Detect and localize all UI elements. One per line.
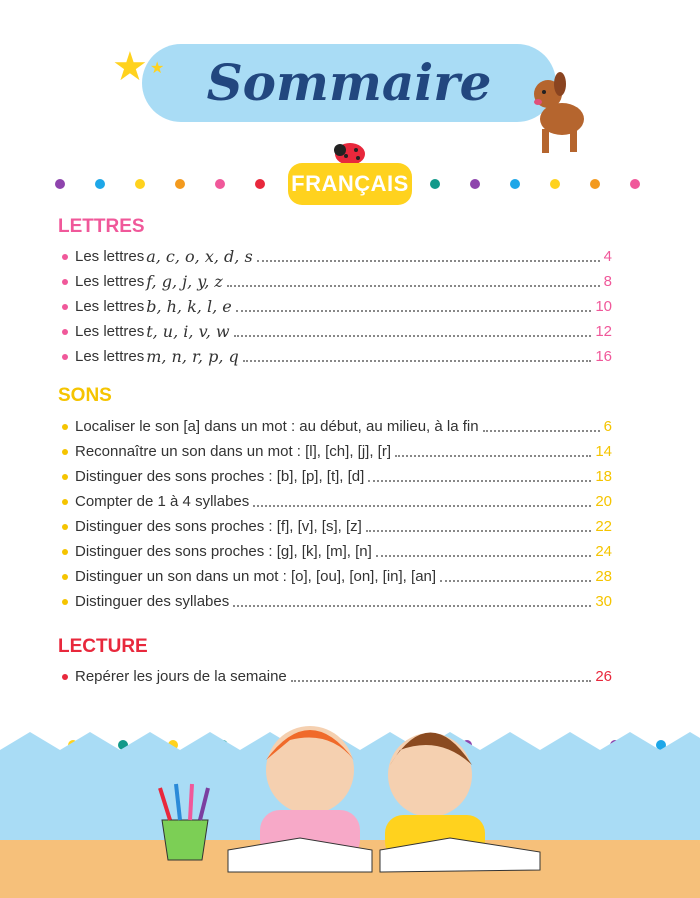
decorative-dot [510, 179, 520, 189]
entry-page-number: 26 [595, 668, 612, 685]
page-title: Sommaire [206, 53, 492, 112]
entry-label: Les lettres [75, 298, 145, 315]
toc-entry[interactable] [62, 665, 612, 687]
decorative-dot [470, 179, 480, 189]
entry-label: Distinguer des syllabes [75, 593, 230, 610]
entry-label: Distinguer des sons proches : [f], [v], [s], [z] [75, 518, 362, 535]
entry-page-number: 20 [595, 493, 612, 510]
entry-label: Les lettres [75, 348, 145, 365]
toc-entry[interactable] [62, 590, 612, 612]
entry-cursive-letters: f, g, j, y, z [146, 272, 223, 291]
entry-label: Localiser le son [a] dans un mot : au début, au milieu, à la fin [75, 418, 479, 435]
entry-page-number: 12 [595, 323, 612, 340]
bullet-icon [62, 279, 68, 285]
entry-page-number: 18 [595, 468, 612, 485]
toc-entry[interactable] [62, 295, 612, 317]
toc-entry[interactable] [62, 270, 612, 292]
bullet-icon [62, 599, 68, 605]
entry-label: Les lettres [75, 248, 145, 265]
bullet-icon [62, 499, 68, 505]
section-heading-sons: SONS [58, 385, 112, 406]
decorative-dot [630, 179, 640, 189]
toc-entry[interactable] [62, 320, 612, 342]
entry-page-number: 8 [603, 273, 612, 290]
star-icon: ★ [112, 45, 148, 89]
entry-page-number: 16 [595, 348, 612, 365]
bullet-icon [62, 449, 68, 455]
entry-page-number: 14 [595, 443, 612, 460]
decorative-dot [550, 179, 560, 189]
entry-page-number: 28 [595, 568, 612, 585]
decorative-dot [255, 179, 265, 189]
ladybug-icon [332, 138, 366, 166]
star-icon: ★ [150, 60, 165, 77]
toc-entry[interactable] [62, 490, 612, 512]
children-reading-illustration [0, 690, 700, 898]
bullet-icon [62, 674, 68, 680]
decorative-dot [135, 179, 145, 189]
decorative-dot [590, 179, 600, 189]
bullet-icon [62, 329, 68, 335]
entry-label: Distinguer des sons proches : [g], [k], [m], [n] [75, 543, 372, 560]
entry-cursive-letters: m, n, r, p, q [146, 347, 239, 366]
section-heading-lecture: LECTURE [58, 636, 148, 657]
entry-label: Compter de 1 à 4 syllabes [75, 493, 250, 510]
entry-cursive-letters: a, c, o, x, d, s [146, 247, 253, 266]
entry-page-number: 10 [595, 298, 612, 315]
decorative-dot [55, 179, 65, 189]
entry-label: Distinguer un son dans un mot : [o], [ou], [on], [in], [an] [75, 568, 437, 585]
entry-label: Les lettres [75, 323, 145, 340]
bullet-icon [62, 424, 68, 430]
subject-badge: FRANÇAIS [288, 163, 412, 205]
entry-page-number: 22 [595, 518, 612, 535]
dot-leader [368, 480, 591, 482]
entry-page-number: 4 [603, 248, 612, 265]
decorative-dot [95, 179, 105, 189]
dot-leader [243, 360, 592, 362]
entry-label: Les lettres [75, 273, 145, 290]
toc-entry[interactable] [62, 415, 612, 437]
dot-leader [366, 530, 592, 532]
toc-entry[interactable] [62, 515, 612, 537]
dot-leader [376, 555, 592, 557]
bullet-icon [62, 354, 68, 360]
toc-entry[interactable] [62, 565, 612, 587]
bullet-icon [62, 549, 68, 555]
decorative-dot [430, 179, 440, 189]
toc-entry[interactable] [62, 345, 612, 367]
decorative-dot [215, 179, 225, 189]
bullet-icon [62, 574, 68, 580]
entry-cursive-letters: t, u, i, v, w [146, 322, 230, 341]
bullet-icon [62, 474, 68, 480]
dot-leader [234, 335, 592, 337]
toc-entry[interactable] [62, 540, 612, 562]
decorative-dot [175, 179, 185, 189]
dot-leader [227, 285, 600, 287]
toc-entry[interactable] [62, 465, 612, 487]
dot-leader [253, 505, 591, 507]
entry-page-number: 24 [595, 543, 612, 560]
entry-label: Reconnaître un son dans un mot : [l], [ch], [j], [r] [75, 443, 391, 460]
section-heading-lettres: LETTRES [58, 216, 145, 237]
dot-leader [236, 310, 592, 312]
entry-page-number: 6 [603, 418, 612, 435]
dot-leader [291, 680, 592, 682]
bullet-icon [62, 304, 68, 310]
entry-label: Distinguer des sons proches : [b], [p], [t], [d] [75, 468, 365, 485]
dot-leader [233, 605, 591, 607]
dot-leader [395, 455, 591, 457]
entry-label: Repérer les jours de la semaine [75, 668, 287, 685]
entry-cursive-letters: b, h, k, l, e [146, 297, 232, 316]
entry-page-number: 30 [595, 593, 612, 610]
dot-leader [257, 260, 600, 262]
toc-entry[interactable] [62, 245, 612, 267]
dot-leader [483, 430, 600, 432]
dot-leader [440, 580, 591, 582]
bullet-icon [62, 254, 68, 260]
bullet-icon [62, 524, 68, 530]
toc-entry[interactable] [62, 440, 612, 462]
dog-illustration [522, 64, 598, 158]
